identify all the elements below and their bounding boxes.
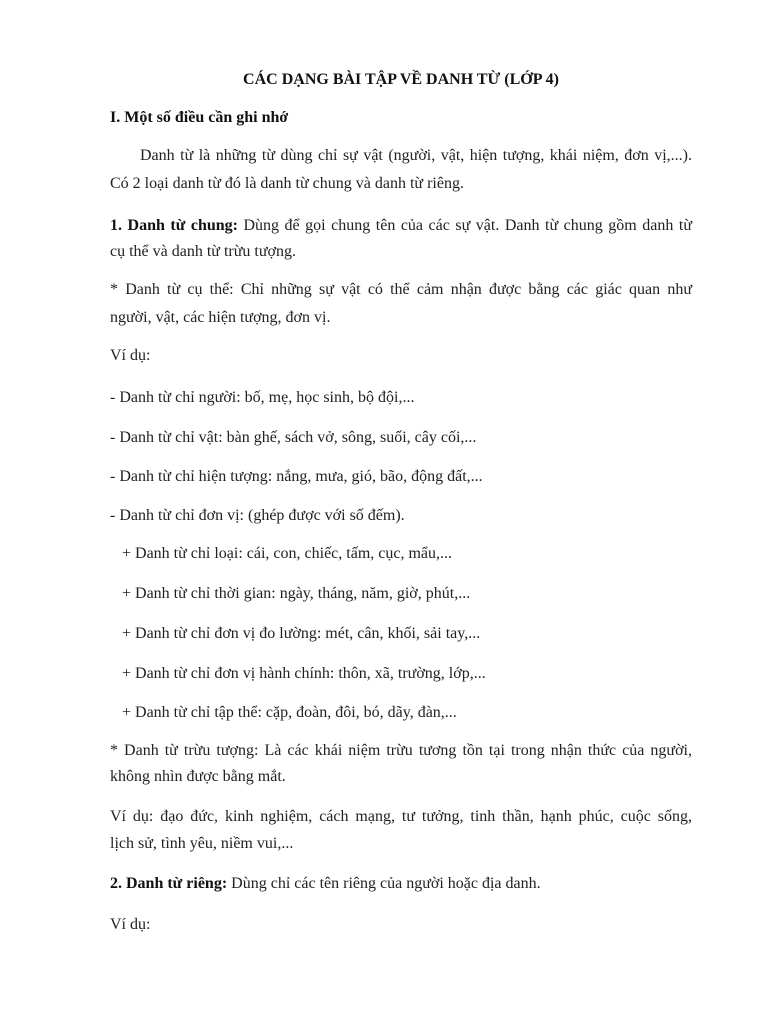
proper-noun-text: Dùng chỉ các tên riêng của người hoặc địa danh. [227,875,541,892]
proper-noun-paragraph [110,874,692,894]
example-subitem: + Danh từ chỉ loại: cái, con, chiếc, tấm, cục, mẩu,... [122,545,453,562]
example-item: - Danh từ chỉ đơn vị: (ghép được với số đếm). [110,507,405,524]
abstract-example-line: lịch sử, tình yêu, niềm vui,... [110,835,294,852]
concrete-noun-line: * Danh từ cụ thể: Chỉ những sự vật có thể cảm nhận được bằng các giác quan như [110,281,692,298]
common-noun-text: Dùng để gọi chung tên của các sự vật. Danh từ chung gồm danh từ [237,217,692,234]
example-item: - Danh từ chỉ hiện tượng: nắng, mưa, gió, bão, động đất,... [110,468,483,485]
concrete-noun-line: người, vật, các hiện tượng, đơn vị. [110,309,331,326]
document-title: CÁC DẠNG BÀI TẬP VỀ DANH TỪ (LỚP 4) [243,71,559,88]
proper-example-label: Ví dụ: [110,916,151,933]
example-subitem: + Danh từ chỉ đơn vị hành chính: thôn, xã, trường, lớp,... [122,665,486,682]
intro-line: Có 2 loại danh từ đó là danh từ chung và danh từ riêng. [110,175,464,192]
common-noun-label: 1. Danh từ chung: [110,217,238,234]
example-subitem: + Danh từ chỉ thời gian: ngày, tháng, năm, giờ, phút,... [122,585,471,602]
common-noun-paragraph [110,216,692,236]
abstract-noun-line: không nhìn được bằng mắt. [110,768,286,785]
abstract-example-line: Ví dụ: đạo đức, kinh nghiệm, cách mạng, tư tưởng, tinh thần, hạnh phúc, cuộc sống, [110,808,692,825]
section-heading: I. Một số điều cần ghi nhớ [110,109,289,126]
example-subitem: + Danh từ chỉ đơn vị đo lường: mét, cân, khối, sải tay,... [122,625,481,642]
example-subitem: + Danh từ chỉ tập thể: cặp, đoàn, đôi, bó, dãy, đàn,... [122,704,457,721]
example-item: - Danh từ chỉ người: bố, mẹ, học sinh, bộ đội,... [110,389,415,406]
example-label: Ví dụ: [110,347,151,364]
example-item: - Danh từ chỉ vật: bàn ghế, sách vở, sông, suối, cây cối,... [110,429,477,446]
intro-line: Danh từ là những từ dùng chỉ sự vật (người, vật, hiện tượng, khái niệm, đơn vị,...). [140,147,692,164]
common-noun-line: cụ thể và danh từ trừu tượng. [110,243,296,260]
proper-noun-label: 2. Danh từ riêng: [110,875,228,892]
abstract-noun-line: * Danh từ trừu tượng: Là các khái niệm trừu tương tồn tại trong nhận thức của người, [110,742,692,759]
